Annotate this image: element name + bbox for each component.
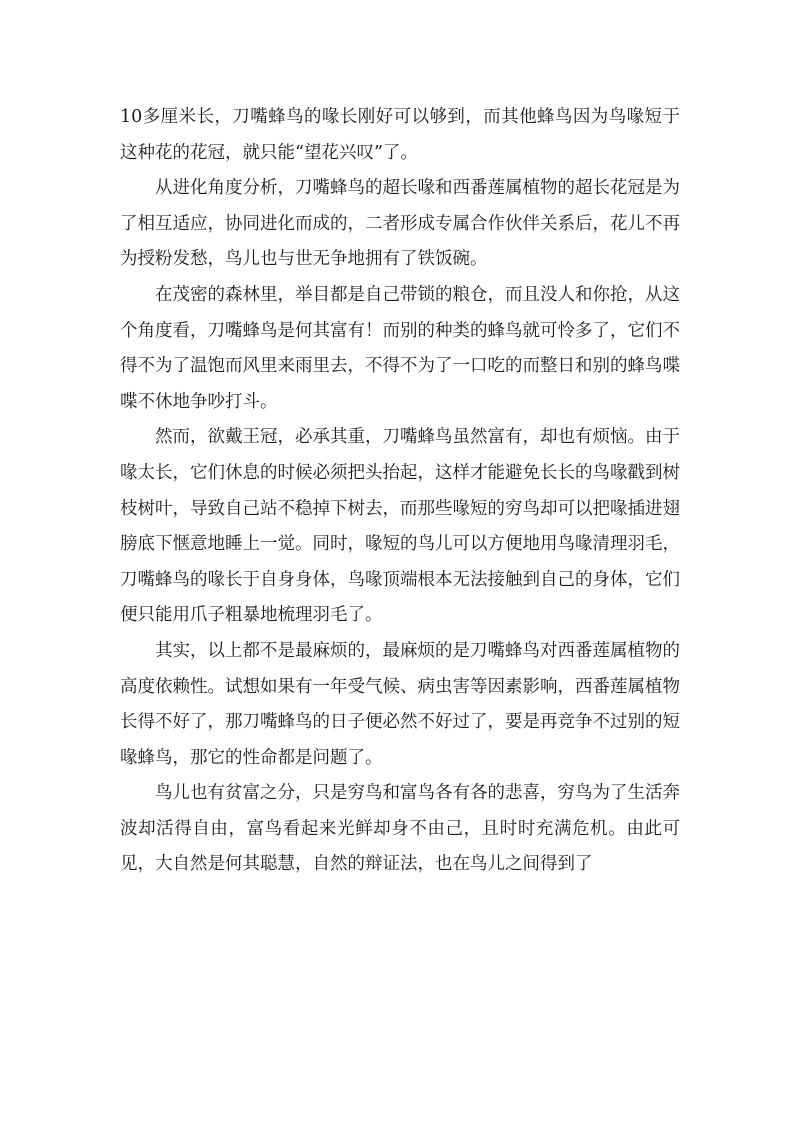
paragraph-3: 在茂密的森林里，举目都是自己带锁的粮仓，而且没人和你抢，从这个角度看，刀嘴蜂鸟是何其富有！而别的种类的蜂鸟就可怜多了，它们不得不为了温饱而风里来雨里去，不得不为了一口吃的而整日和别的蜂鸟喋喋不休地争吵打斗。: [120, 284, 680, 412]
paragraph-5: 其实，以上都不是最麻烦的，最麻烦的是刀嘴蜂鸟对西番莲属植物的高度依赖性。试想如果有一年受气候、病虫害等因素影响，西番莲属植物长得不好了，那刀嘴蜂鸟的日子便必然不好过了，要是再竞争不过别的短喙蜂鸟，那它的性命都是问题了。: [120, 640, 680, 768]
paragraph-2: 从进化角度分析，刀嘴蜂鸟的超长喙和西番莲属植物的超长花冠是为了相互适应，协同进化而成的，二者形成专属合作伙伴关系后，花儿不再为授粉发愁，鸟儿也与世无争地拥有了铁饭碗。: [120, 178, 680, 270]
article-body: [120, 100, 680, 883]
paragraph-6: 鸟儿也有贫富之分，只是穷鸟和富鸟各有各的悲喜，穷鸟为了生活奔波却活得自由，富鸟看起来光鲜却身不由己，且时时充满危机。由此可见，大自然是何其聪慧，自然的辩证法，也在鸟儿之间得到了: [120, 783, 680, 875]
paragraph-1: 10多厘米长，刀嘴蜂鸟的喙长刚好可以够到，而其他蜂鸟因为鸟喙短于这种花的花冠，就只能“望花兴叹”了。: [120, 107, 680, 163]
paragraph-4: 然而，欲戴王冠，必承其重，刀嘴蜂鸟虽然富有，却也有烦恼。由于喙太长，它们休息的时候必须把头抬起，这样才能避免长长的鸟喙戳到树枝树叶，导致自己站不稳掉下树去，而那些喙短的穷鸟却可以把喙插进翅膀底下惬意地睡上一觉。同时，喙短的鸟儿可以方便地用鸟喙清理羽毛，刀嘴蜂鸟的喙长于自身身体，鸟喙顶端根本无法接触到自己的身体，它们便只能用爪子粗暴地梳理羽毛了。: [120, 427, 680, 626]
